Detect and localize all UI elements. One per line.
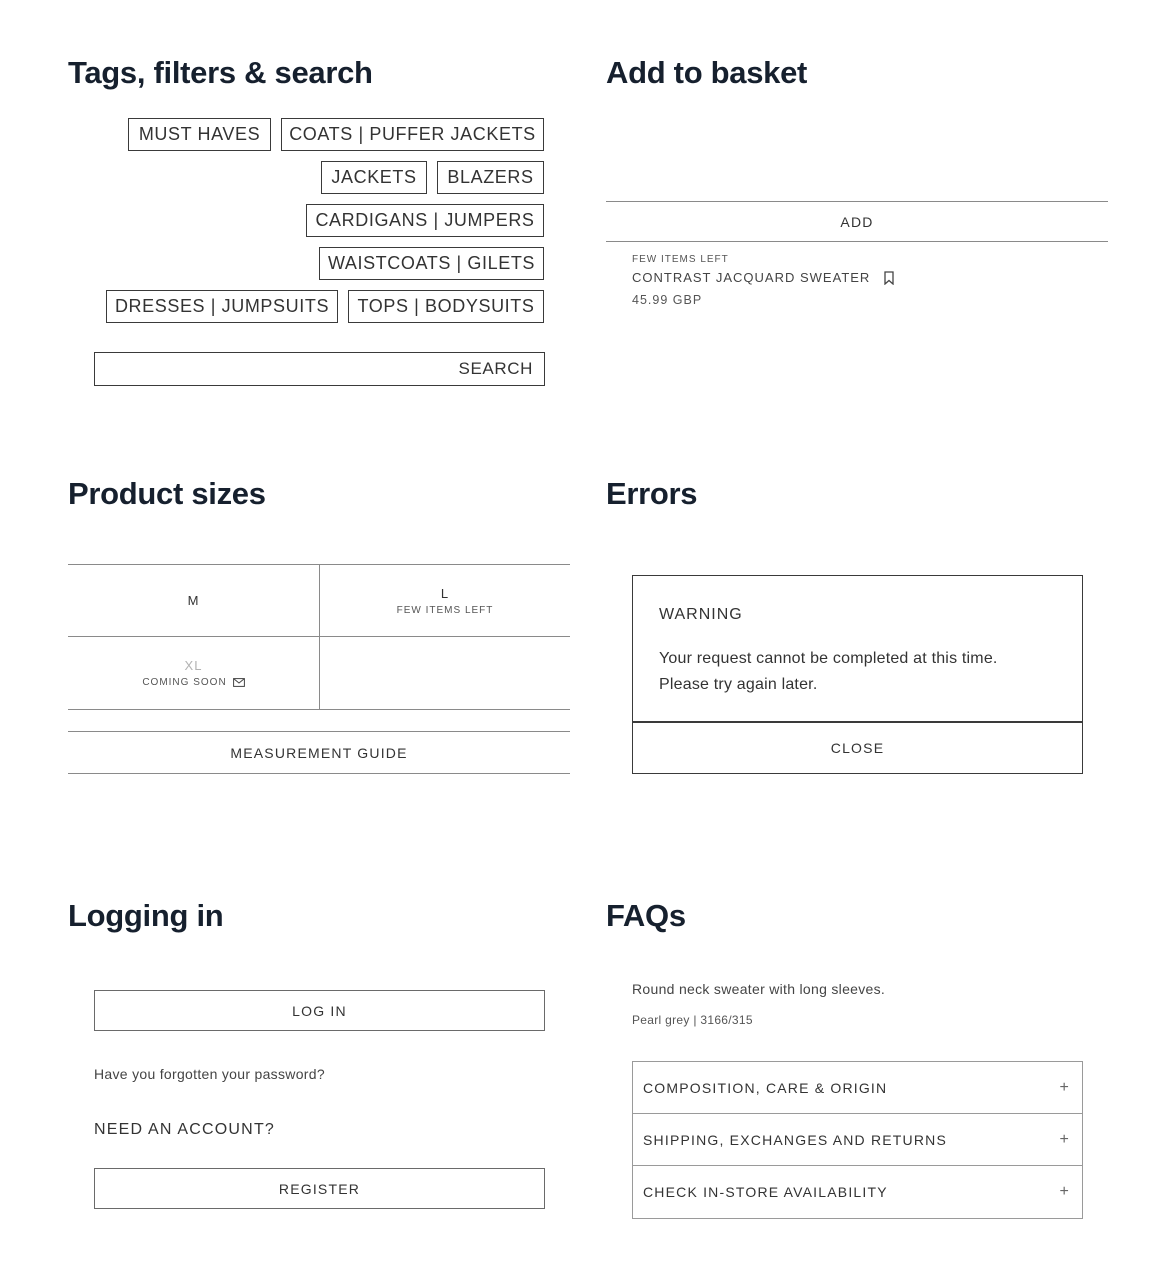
faqs-section-title: FAQs [606,898,686,933]
product-color-reference: Pearl grey | 3166/315 [632,1013,753,1027]
search-button[interactable]: SEARCH [458,359,533,378]
faq-item-shipping[interactable] [633,1114,1082,1166]
error-title: WARNING [659,606,743,623]
product-description: Round neck sweater with long sleeves. [632,981,886,997]
sizes-section-title: Product sizes [68,476,266,511]
faq-item-label: SHIPPING, EXCHANGES AND RETURNS [643,1131,948,1148]
plus-icon: + [1059,1130,1070,1148]
login-section-title: Logging in [68,898,224,933]
plus-icon: + [1059,1078,1070,1096]
tag-tops-bodysuits[interactable]: TOPS | BODYSUITS [348,290,544,323]
close-button[interactable]: CLOSE [830,740,885,756]
product-price: 45.99 GBP [632,293,703,307]
tag-coats-puffer-jackets[interactable]: COATS | PUFFER JACKETS [281,118,544,151]
error-message-line-2: Please try again later. [659,676,818,693]
tag-dresses-jumpsuits[interactable]: DRESSES | JUMPSUITS [106,290,338,323]
tag-must-haves[interactable]: MUST HAVES [128,118,271,151]
size-coming-soon-row [142,677,244,688]
forgot-password-link[interactable]: Have you forgotten your password? [94,1066,325,1082]
size-label: M [187,593,200,608]
envelope-icon [233,678,245,687]
plus-icon: + [1059,1183,1070,1200]
register-button[interactable]: REGISTER [94,1168,545,1209]
tag-blazers[interactable]: BLAZERS [437,161,544,194]
bookmark-icon[interactable] [884,271,894,285]
error-message [659,646,998,698]
coming-soon-note: COMING SOON [142,677,227,688]
guide-bottom-border [68,773,570,774]
size-stock-note: FEW ITEMS LEFT [396,604,494,616]
basket-section-title: Add to basket [606,55,808,90]
faq-item-store-availability[interactable] [633,1166,1082,1218]
search-input[interactable] [95,353,445,385]
faq-item-label: CHECK IN-STORE AVAILABILITY [643,1184,888,1200]
stock-note: FEW ITEMS LEFT [632,254,729,265]
size-option-m[interactable] [68,565,319,636]
tags-section-title: Tags, filters & search [68,55,373,90]
add-button-bottom-border [606,241,1108,242]
size-label: XL [184,658,203,673]
tag-waistcoats-gilets[interactable]: WAISTCOATS | GILETS [319,247,544,280]
errors-section-title: Errors [606,476,698,511]
add-to-basket-button[interactable]: ADD [840,214,874,230]
tag-cardigans-jumpers[interactable]: CARDIGANS | JUMPERS [306,204,544,237]
search-box [94,352,545,386]
size-option-xl[interactable] [68,637,319,709]
faq-accordion [632,1061,1083,1219]
log-in-button[interactable]: LOG IN [94,990,545,1031]
error-dialog [632,575,1083,774]
measurement-guide-button[interactable]: MEASUREMENT GUIDE [230,744,408,761]
faq-item-composition[interactable] [633,1062,1082,1114]
need-account-heading: NEED AN ACCOUNT? [94,1121,276,1138]
size-label: L [440,585,450,601]
product-name: CONTRAST JACQUARD SWEATER [632,270,871,285]
product-name-row [632,270,894,285]
error-message-line-1: Your request cannot be completed at this time. [659,650,998,667]
size-option-l[interactable] [320,565,570,636]
faq-item-label: COMPOSITION, CARE & ORIGIN [643,1079,888,1096]
tag-jackets[interactable]: JACKETS [321,161,427,194]
